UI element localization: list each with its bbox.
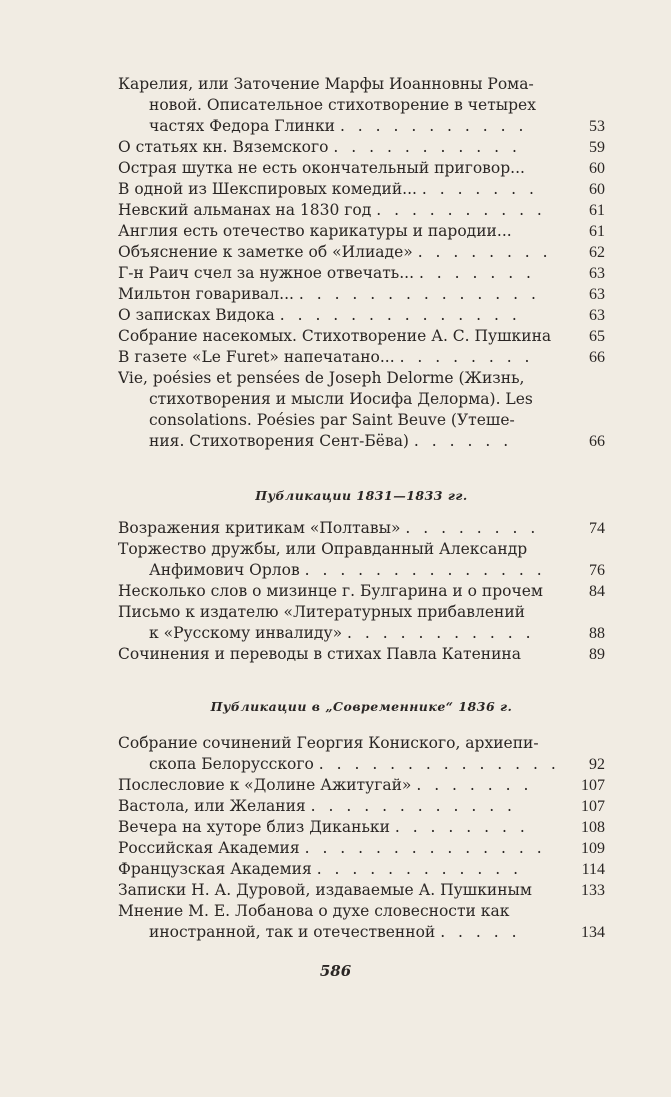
toc-entry-page-number: 108 bbox=[581, 819, 605, 836]
toc-entry-page-number: 61 bbox=[589, 223, 605, 240]
toc-entry-title-text: Французская Академия bbox=[118, 860, 312, 878]
toc-entry-title-line bbox=[118, 179, 605, 200]
toc-entry-page-number: 60 bbox=[589, 160, 605, 177]
toc-entry-title-line bbox=[118, 922, 605, 943]
toc-entry bbox=[118, 158, 605, 179]
toc-entry bbox=[118, 368, 605, 452]
toc-entry-leader-dots: . . . . . . . . . . . . bbox=[316, 860, 523, 878]
toc-entry-leader-dots: . . . . . . . bbox=[421, 180, 538, 198]
toc-entry bbox=[118, 518, 605, 539]
toc-entry-page-number: 63 bbox=[589, 265, 605, 282]
toc-entry-title-text: Анфимович Орлов bbox=[149, 561, 300, 579]
toc-entry-title-line bbox=[118, 901, 605, 922]
toc-entry-title-line bbox=[118, 733, 605, 754]
toc-entry-title-text: Г-н Раич счел за нужное отвечать... bbox=[118, 264, 414, 282]
toc-entry bbox=[118, 263, 605, 284]
toc-entry-page-number: 107 bbox=[581, 777, 605, 794]
toc-entry-title-line bbox=[118, 859, 605, 880]
toc-entry-title-line bbox=[118, 539, 605, 560]
toc-entry-title-line bbox=[118, 431, 605, 452]
toc-entry-title-text: В газете «Le Furet» напечатано... bbox=[118, 348, 395, 366]
toc-entry-title-line bbox=[118, 305, 605, 326]
toc-entry-title-line bbox=[118, 389, 605, 410]
toc-entry-page-number: 62 bbox=[589, 244, 605, 261]
toc-entry-title-text: О статьях кн. Вяземского bbox=[118, 138, 329, 156]
toc-entry-title-line bbox=[118, 368, 605, 389]
toc-group-1 bbox=[118, 74, 605, 452]
toc-entry-title-line bbox=[118, 410, 605, 431]
toc-entry bbox=[118, 221, 605, 242]
toc-entry-page-number: 65 bbox=[589, 328, 605, 345]
toc-entry-title-line bbox=[118, 644, 605, 665]
toc-entry-title-line bbox=[118, 560, 605, 581]
toc-entry-page-number: 92 bbox=[589, 756, 605, 773]
toc-entry-title-text: ния. Стихотворения Сент-Бёва) bbox=[149, 432, 409, 450]
toc-entry-page-number: 88 bbox=[589, 625, 605, 642]
toc-entry-title-line bbox=[118, 796, 605, 817]
toc-entry-page-number: 84 bbox=[589, 583, 605, 600]
toc-entry-page-number: 63 bbox=[589, 307, 605, 324]
section-title-1831-1833: Публикации 1831—1833 гг. bbox=[255, 488, 468, 503]
toc-entry-leader-dots: . . . . . . . bbox=[418, 264, 535, 282]
toc-entry-title-text: Мильтон говаривал... bbox=[118, 285, 294, 303]
toc-entry-title-text: Невский альманах на 1830 год bbox=[118, 201, 372, 219]
toc-entry-leader-dots: . . . . . . . . bbox=[417, 243, 552, 261]
toc-entry bbox=[118, 179, 605, 200]
toc-entry-leader-dots: . . . . . . . . . . . . bbox=[310, 797, 516, 815]
toc-entry-page-number: 74 bbox=[589, 520, 605, 537]
toc-entry-leader-dots: . . . . . . . . . . . bbox=[339, 117, 528, 135]
toc-entry-title-line bbox=[118, 200, 605, 221]
toc-entry-page-number: 66 bbox=[589, 349, 605, 366]
toc-entry bbox=[118, 305, 605, 326]
toc-entry-title-text: В одной из Шекспировых комедий... bbox=[118, 180, 417, 198]
toc-entry-title-text: к «Русскому инвалиду» bbox=[149, 624, 343, 642]
toc-entry-page-number: 60 bbox=[589, 181, 605, 198]
toc-entry-leader-dots: . . . . . . . . . . . . . . bbox=[304, 839, 546, 857]
toc-entry bbox=[118, 284, 605, 305]
toc-entry-title-text: Вечера на хуторе близ Диканьки bbox=[118, 818, 390, 836]
toc-entry-title-text: Письмо к издателю «Литературных прибавлений bbox=[118, 603, 525, 621]
toc-entry-page-number: 63 bbox=[589, 286, 605, 303]
toc-entry-leader-dots: . . . . . . bbox=[413, 432, 513, 450]
toc-entry-title-line bbox=[118, 602, 605, 623]
toc-entry bbox=[118, 74, 605, 137]
toc-entry bbox=[118, 137, 605, 158]
toc-entry-title-line bbox=[118, 284, 605, 305]
toc-entry-page-number: 66 bbox=[589, 433, 605, 450]
toc-entry-title-text: Англия есть отечество карикатуры и пародии... bbox=[118, 222, 512, 240]
toc-entry-title-text: частях Федора Глинки bbox=[149, 117, 335, 135]
toc-entry-title-line bbox=[118, 518, 605, 539]
toc-entry bbox=[118, 242, 605, 263]
toc-entry bbox=[118, 838, 605, 859]
toc-entry-page-number: 134 bbox=[581, 924, 605, 941]
toc-group-3 bbox=[118, 733, 605, 943]
toc-entry-leader-dots: . . . . . . . . . . . bbox=[347, 624, 535, 642]
toc-entry-title-line bbox=[118, 74, 605, 95]
toc-entry-title-line bbox=[118, 880, 605, 901]
toc-entry-title-text: Собрание сочинений Георгия Кониского, архиепи- bbox=[118, 734, 539, 752]
toc-group-2 bbox=[118, 518, 605, 665]
toc-entry-page-number: 61 bbox=[589, 202, 605, 219]
toc-entry-leader-dots: . . . . . bbox=[440, 923, 521, 941]
toc-entry bbox=[118, 539, 605, 581]
toc-entry-leader-dots: . . . . . . . . . . . . . . bbox=[279, 306, 521, 324]
toc-entry-title-text: Торжество дружбы, или Оправданный Александр bbox=[118, 540, 528, 558]
toc-entry-page-number: 89 bbox=[589, 646, 605, 663]
toc-entry-leader-dots: . . . . . . . . . . . bbox=[333, 138, 521, 156]
toc-entry bbox=[118, 644, 605, 665]
toc-entry bbox=[118, 817, 605, 838]
toc-entry-title-text: Российская Академия bbox=[118, 839, 300, 857]
toc-entry-title-text: Вастола, или Желания bbox=[118, 797, 306, 815]
toc-entry-title-text: Собрание насекомых. Стихотворение А. С. Пушкина bbox=[118, 327, 552, 345]
toc-entry-title-text: Острая шутка не есть окончательный приговор... bbox=[118, 159, 525, 177]
toc-entry-title-text: Vie, poésies et pensées de Joseph Delorme (Жизнь, bbox=[118, 369, 525, 387]
toc-entry-title-line bbox=[118, 242, 605, 263]
toc-entry-page-number: 76 bbox=[589, 562, 605, 579]
toc-entry-title-line bbox=[118, 263, 605, 284]
toc-entry-leader-dots: . . . . . . . . . . . . . . bbox=[298, 285, 540, 303]
section-title-sovremennik-1836: Публикации в „Современнике“ 1836 г. bbox=[210, 699, 513, 714]
toc-entry-title-line bbox=[118, 158, 605, 179]
toc-entry bbox=[118, 796, 605, 817]
toc-entry-title-line bbox=[118, 326, 605, 347]
toc-entry-leader-dots: . . . . . . . bbox=[416, 776, 533, 794]
toc-entry-leader-dots: . . . . . . . . bbox=[399, 348, 534, 366]
toc-entry bbox=[118, 602, 605, 644]
toc-entry-title-line bbox=[118, 581, 605, 602]
toc-entry-title-line bbox=[118, 754, 605, 775]
toc-entry-title-text: Послесловие к «Долине Ажитугай» bbox=[118, 776, 412, 794]
toc-entry bbox=[118, 859, 605, 880]
toc-entry bbox=[118, 733, 605, 775]
toc-entry-title-line bbox=[118, 221, 605, 242]
toc-entry-page-number: 133 bbox=[581, 882, 605, 899]
page-number: 586 bbox=[319, 962, 352, 980]
toc-entry-title-line bbox=[118, 116, 605, 137]
toc-entry-title-line bbox=[118, 347, 605, 368]
toc-entry-page-number: 59 bbox=[589, 139, 605, 156]
toc-entry-title-line bbox=[118, 137, 605, 158]
toc-entry-leader-dots: . . . . . . . . . . . . . . bbox=[304, 561, 546, 579]
toc-entry-title-text: Сочинения и переводы в стихах Павла Катенина bbox=[118, 645, 521, 663]
toc-entry-leader-dots: . . . . . . . . bbox=[394, 818, 529, 836]
toc-entry-title-text: О записках Видока bbox=[118, 306, 275, 324]
toc-entry-title-text: стихотворения и мысли Иосифа Делорма). Les bbox=[149, 390, 533, 408]
toc-entry-page-number: 109 bbox=[581, 840, 605, 857]
toc-entry bbox=[118, 775, 605, 796]
toc-entry bbox=[118, 901, 605, 943]
toc-entry bbox=[118, 326, 605, 347]
toc-entry-title-text: новой. Описательное стихотворение в четырех bbox=[149, 96, 536, 114]
toc-entry-page-number: 53 bbox=[589, 118, 605, 135]
toc-entry-leader-dots: . . . . . . . . . . bbox=[376, 201, 546, 219]
toc-entry-title-line bbox=[118, 95, 605, 116]
toc-entry-title-line bbox=[118, 838, 605, 859]
toc-entry-page-number: 107 bbox=[581, 798, 605, 815]
toc-entry-title-text: Мнение М. Е. Лобанова о духе словесности как bbox=[118, 902, 510, 920]
toc-entry-title-line bbox=[118, 775, 605, 796]
toc-entry-title-text: скопа Белорусского bbox=[149, 755, 314, 773]
toc-entry bbox=[118, 880, 605, 901]
toc-entry-title-text: Объяснение к заметке об «Илиаде» bbox=[118, 243, 413, 261]
toc-entry-title-text: Записки Н. А. Дуровой, издаваемые А. Пушкиным bbox=[118, 881, 532, 899]
toc-entry bbox=[118, 347, 605, 368]
toc-entry-title-text: consolations. Poésies par Saint Beuve (Утеше- bbox=[149, 411, 515, 429]
toc-entry-title-text: Несколько слов о мизинце г. Булгарина и о прочем bbox=[118, 582, 543, 600]
toc-entry-leader-dots: . . . . . . . . . . . . . . bbox=[318, 755, 560, 773]
toc-entry-leader-dots: . . . . . . . . bbox=[405, 519, 540, 537]
toc-entry-title-text: Возражения критикам «Полтавы» bbox=[118, 519, 401, 537]
toc-entry bbox=[118, 581, 605, 602]
toc-entry-title-text: иностранной, так и отечественной bbox=[149, 923, 436, 941]
toc-entry-title-line bbox=[118, 817, 605, 838]
toc-entry bbox=[118, 200, 605, 221]
toc-entry-title-text: Карелия, или Заточение Марфы Иоанновны Рома- bbox=[118, 75, 534, 93]
toc-entry-title-line bbox=[118, 623, 605, 644]
toc-entry-page-number: 114 bbox=[581, 861, 605, 878]
